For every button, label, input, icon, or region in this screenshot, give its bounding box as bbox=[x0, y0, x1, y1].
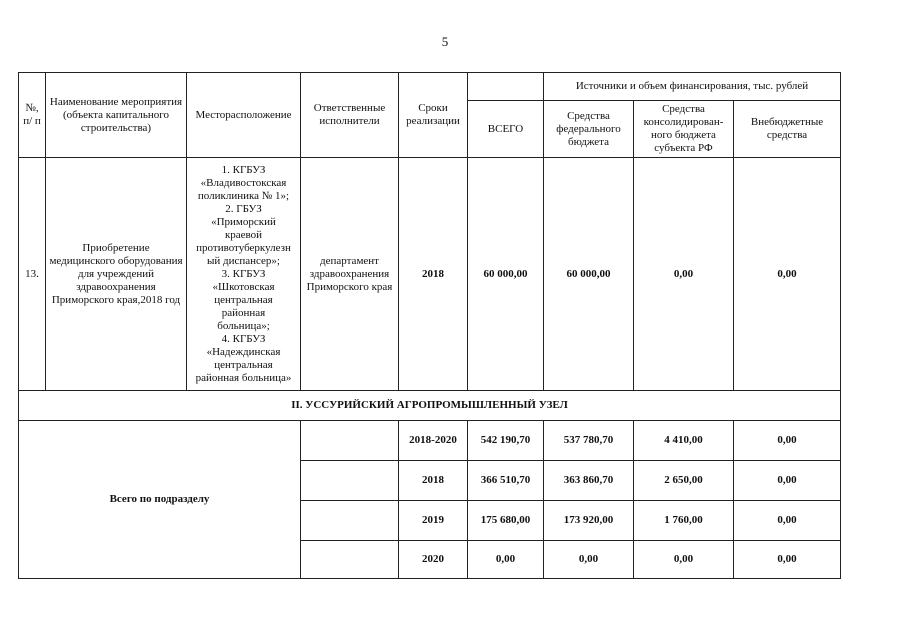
header-sources: Источники и объем финансирования, тыс. рублей bbox=[544, 73, 841, 101]
row-regional: 0,00 bbox=[634, 158, 734, 391]
subtotal-row bbox=[19, 421, 841, 461]
subtotal-total: 542 190,70 bbox=[468, 421, 544, 461]
page-number: 5 bbox=[441, 34, 449, 49]
location-line: поликлиника № 1»; bbox=[197, 189, 290, 202]
location-line: 2. ГБУЗ bbox=[225, 202, 262, 215]
location-line: 4. КГБУЗ bbox=[221, 332, 266, 345]
header-num: №, п/ п bbox=[19, 73, 46, 158]
header-total: ВСЕГО bbox=[468, 101, 544, 158]
subtotal-regional: 1 760,00 bbox=[634, 501, 734, 541]
row-number: 13. bbox=[19, 158, 46, 391]
subtotal-federal: 173 920,00 bbox=[544, 501, 634, 541]
row-total: 60 000,00 bbox=[468, 158, 544, 391]
subtotal-total: 0,00 bbox=[468, 541, 544, 579]
location-line: краевой bbox=[224, 228, 263, 241]
subtotal-responsible-empty bbox=[301, 461, 399, 501]
subtotal-responsible-empty bbox=[301, 501, 399, 541]
subtotal-extra: 0,00 bbox=[734, 421, 841, 461]
subtotal-total: 366 510,70 bbox=[468, 461, 544, 501]
location-line: районная bbox=[221, 306, 266, 319]
location-line: ый диспансер»; bbox=[206, 254, 280, 267]
section-title: II. УССУРИЙСКИЙ АГРОПРОМЫШЛЕННЫЙ УЗЕЛ bbox=[19, 391, 841, 421]
header-terms: Сроки реализации bbox=[399, 73, 468, 158]
subtotal-extra: 0,00 bbox=[734, 461, 841, 501]
header-row-1 bbox=[19, 73, 841, 101]
row-year: 2018 bbox=[399, 158, 468, 391]
subtotal-period: 2018 bbox=[399, 461, 468, 501]
subtotal-period: 2018-2020 bbox=[399, 421, 468, 461]
subtotal-federal: 0,00 bbox=[544, 541, 634, 579]
table-row bbox=[19, 158, 841, 391]
row-extra: 0,00 bbox=[734, 158, 841, 391]
row-location bbox=[187, 158, 301, 391]
row-name: Приобретение медицинского оборудования для учреждений здравоохранения Приморского края,2018 год bbox=[46, 158, 187, 391]
header-extra: Внебюджетные средства bbox=[734, 101, 841, 158]
location-line: «Шкотовская bbox=[212, 280, 275, 293]
location-line: противотуберкулезн bbox=[196, 241, 291, 254]
subtotal-responsible-empty bbox=[301, 541, 399, 579]
subtotal-regional: 2 650,00 bbox=[634, 461, 734, 501]
location-line: «Владивостокская bbox=[200, 176, 287, 189]
location-line: 3. КГБУЗ bbox=[221, 267, 266, 280]
header-name: Наименование мероприятия (объекта капитального строительства) bbox=[46, 73, 187, 158]
location-line: «Приморский bbox=[211, 215, 276, 228]
location-line: больница»; bbox=[217, 319, 270, 332]
location-line: районная больница» bbox=[195, 371, 292, 384]
subtotal-total: 175 680,00 bbox=[468, 501, 544, 541]
subtotal-period: 2020 bbox=[399, 541, 468, 579]
header-blank bbox=[468, 73, 544, 101]
location-line: центральная bbox=[214, 293, 273, 306]
location-line: центральная bbox=[214, 358, 273, 371]
header-responsible: Ответственные исполнители bbox=[301, 73, 399, 158]
subtotal-regional: 4 410,00 bbox=[634, 421, 734, 461]
subtotal-federal: 537 780,70 bbox=[544, 421, 634, 461]
header-location: Месторасположение bbox=[187, 73, 301, 158]
header-regional: Средства консолидирован-ного бюджета субъекта РФ bbox=[634, 101, 734, 158]
subtotal-extra: 0,00 bbox=[734, 501, 841, 541]
section-row bbox=[19, 391, 841, 421]
location-line: 1. КГБУЗ bbox=[221, 163, 266, 176]
row-federal: 60 000,00 bbox=[544, 158, 634, 391]
subtotal-extra: 0,00 bbox=[734, 541, 841, 579]
header-federal: Средства федерального бюджета bbox=[544, 101, 634, 158]
subtotal-regional: 0,00 bbox=[634, 541, 734, 579]
subtotal-label: Всего по подразделу bbox=[19, 421, 301, 579]
row-responsible: департамент здравоохранения Приморского края bbox=[301, 158, 399, 391]
location-line: «Надеждинская bbox=[206, 345, 281, 358]
subtotal-federal: 363 860,70 bbox=[544, 461, 634, 501]
subtotal-responsible-empty bbox=[301, 421, 399, 461]
subtotal-period: 2019 bbox=[399, 501, 468, 541]
financing-table bbox=[18, 72, 841, 579]
